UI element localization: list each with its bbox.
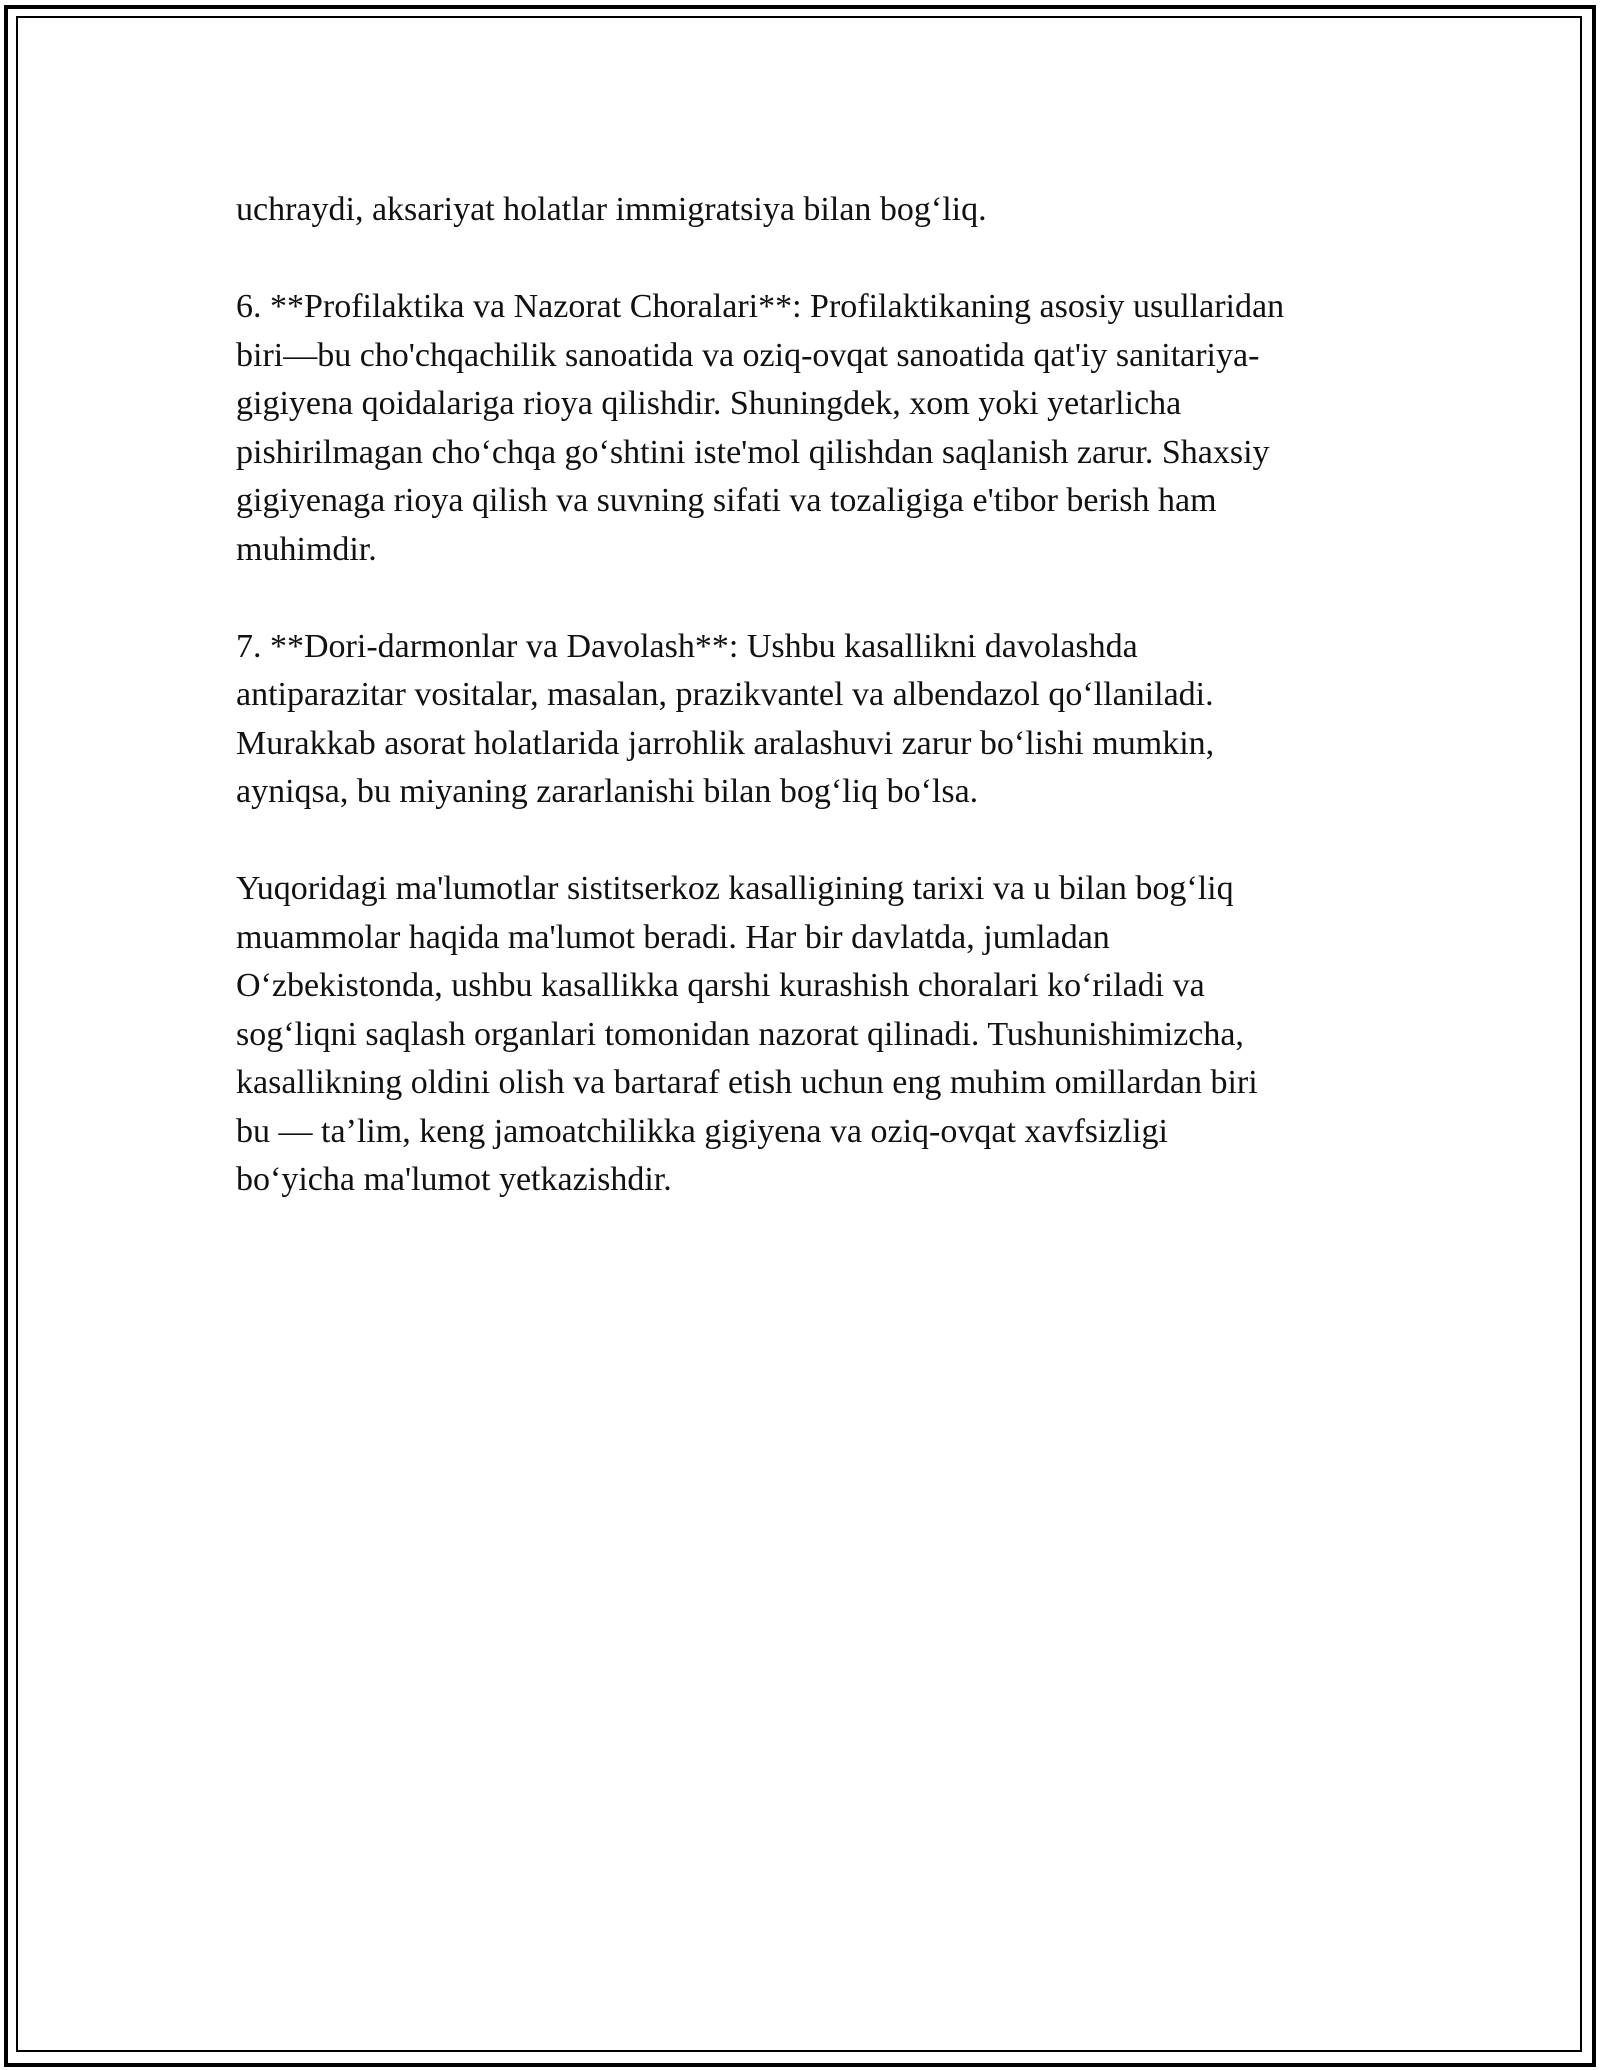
paragraph-treatment: 7. **Dori-darmonlar va Davolash**: Ushbu kasallikni davolashda antiparazitar vositalar, masalan, prazikvantel va albendazol qo‘llaniladi. Murakkab asorat holatlarida jarrohlik aralashuvi zarur bo‘lishi mumkin, ayniqsa, bu miyaning zararlanishi bilan bog‘liq bo‘lsa. xyxy=(236,627,1215,810)
paragraph-conclusion: Yuqoridagi ma'lumotlar sistitserkoz kasalligining tarixi va u bilan bog‘liq muammolar haqida ma'lumot beradi. Har bir davlatda, jumladan O‘zbekistonda, ushbu kasallikka qarshi kurashish choralari ko‘riladi va sog‘liqni saqlash organlari tomonidan nazorat qilinadi. Tushunishimizcha, kasallikning oldini olish va bartaraf etish uchun eng muhim omillardan biri bu — ta’lim, keng jamoatchilikka gigiyena va oziq-ovqat xavfsizligi bo‘yicha ma'lumot yetkazishdir. xyxy=(236,870,1258,1198)
paragraph-prevention: 6. **Profilaktika va Nazorat Choralari**: Profilaktikaning asosiy usullaridan biri—bu cho'chqachilik sanoatida va oziq-ovqat sanoatida qat'iy sanitariya- gigiyena qoidalariga rioya qilishdir. Shuningdek, xom yoki yetarlicha pishirilmagan cho‘chqa go‘shtini iste'mol qilishdan saqlanish zarur. Shaxsiy gigiyenaga rioya qilish va suvning sifati va tozaligiga e'tibor berish ham muhimdir. xyxy=(236,288,1285,568)
paragraph-continuation: uchraydi, aksariyat holatlar immigratsiya bilan bog‘liq. xyxy=(236,191,987,228)
document-body xyxy=(236,186,1386,1253)
